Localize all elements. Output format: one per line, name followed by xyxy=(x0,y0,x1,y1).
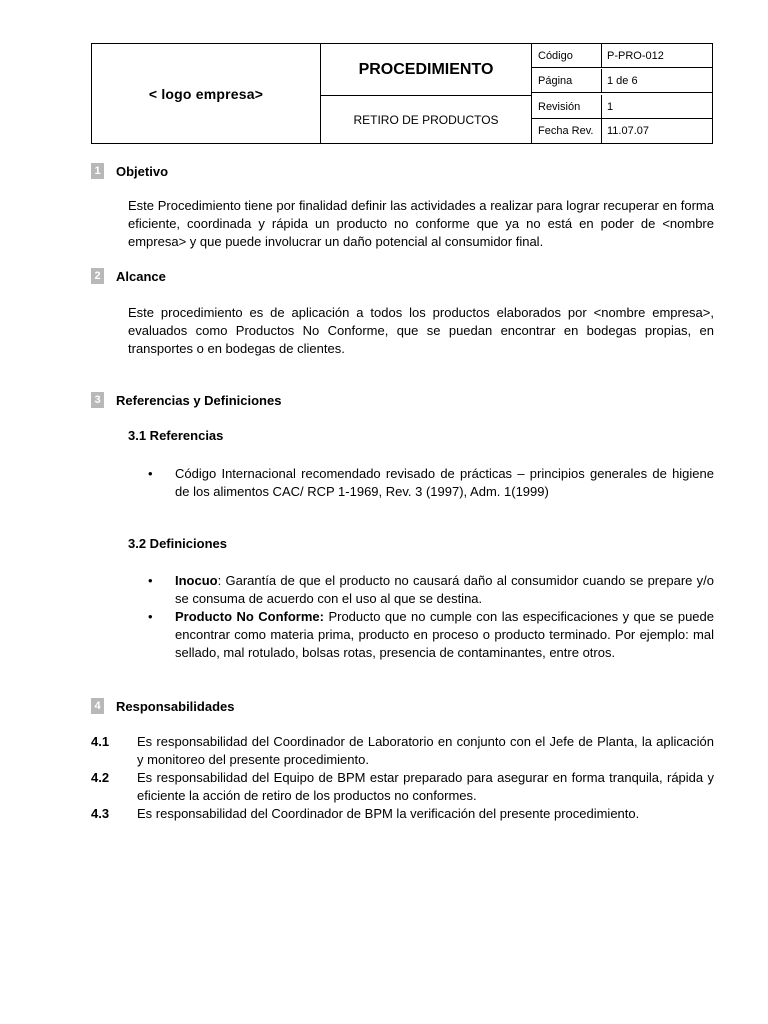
section-title: Referencias y Definiciones xyxy=(116,392,282,408)
list-item xyxy=(148,572,714,608)
meta-row-pagina xyxy=(532,69,712,93)
section-number: 2 xyxy=(91,268,104,284)
item-number: 4.1 xyxy=(91,734,110,749)
section-number: 3 xyxy=(91,392,104,408)
bullet-icon: • xyxy=(148,609,153,624)
list-item xyxy=(91,769,714,805)
document-subtitle: RETIRO DE PRODUCTOS xyxy=(321,96,532,143)
definition-text: Producto que no cumple con las especificaciones y que se puede encontrar como materia prima, producto en proceso o producto terminado. Por ejemplo: mal sellado, mal rotulado, bolsas rotas, presencia de contaminantes, entre otros. xyxy=(175,609,715,660)
logo-placeholder: < logo empresa> xyxy=(92,44,321,143)
list-item xyxy=(148,465,714,501)
meta-value: 11.07.07 xyxy=(607,125,650,137)
meta-row-codigo xyxy=(532,44,712,68)
section-heading-alcance xyxy=(91,268,166,284)
list-item xyxy=(91,805,714,823)
definition-term: Producto No Conforme: xyxy=(175,609,324,624)
item-number: 4.2 xyxy=(91,770,110,785)
item-text: Es responsabilidad del Equipo de BPM estar preparado para asegurar en forma tranquila, rápida y eficiente la acción de retiro de los productos no conformes. xyxy=(137,770,714,803)
meta-row-fecha xyxy=(532,119,712,143)
item-text: Es responsabilidad del Coordinador de Laboratorio en conjunto con el Jefe de Planta, la aplicación y monitoreo del presente procedimiento. xyxy=(137,734,714,767)
list-item xyxy=(91,733,714,769)
section-title: Alcance xyxy=(116,268,166,284)
item-text: Es responsabilidad del Coordinador de BPM la verificación del presente procedimiento. xyxy=(137,806,640,821)
subsection-referencias: 3.1 Referencias xyxy=(128,428,224,443)
header-meta xyxy=(532,44,712,143)
document-type-title: PROCEDIMIENTO xyxy=(321,44,532,96)
section-heading-referencias xyxy=(91,392,281,408)
section-number: 1 xyxy=(91,163,104,179)
definitions-list xyxy=(148,572,714,662)
section-title: Objetivo xyxy=(116,163,169,179)
header-table xyxy=(91,43,713,144)
subsection-definiciones: 3.2 Definiciones xyxy=(128,536,227,551)
list-item xyxy=(148,608,714,662)
section-number: 4 xyxy=(91,698,104,714)
section-heading-objetivo xyxy=(91,163,168,179)
objetivo-paragraph: Este Procedimiento tiene por finalidad definir las actividades a realizar para lograr recuperar en forma eficiente, coordinada y rápida un producto no conforme que ya no está en poder de <nombre empresa> y que puede involucrar un daño potencial al consumidor final. xyxy=(128,198,714,249)
meta-key: Revisión xyxy=(532,95,602,118)
meta-key: Página xyxy=(532,69,602,92)
item-number: 4.3 xyxy=(91,806,110,821)
section-title: Responsabilidades xyxy=(116,698,235,714)
section-heading-responsabilidades xyxy=(91,698,234,714)
reference-text: Código Internacional recomendado revisado de prácticas – principios generales de higiene de los alimentos CAC/ RCP 1-1969, Rev. 3 (1997), Adm. 1(1999) xyxy=(175,466,714,499)
alcance-paragraph: Este procedimiento es de aplicación a todos los productos elaborados por <nombre empresa>, evaluados como Productos No Conforme, que se puedan encontrar en bodegas propias, en transportes o en bodegas de clientes. xyxy=(128,305,714,356)
responsibilities-list xyxy=(91,733,714,823)
references-list xyxy=(148,465,714,501)
meta-key: Fecha Rev. xyxy=(532,119,602,143)
meta-value: P-PRO-012 xyxy=(607,49,664,62)
definition-text: : Garantía de que el producto no causará daño al consumidor cuando se prepare y/o se consuma de acuerdo con el uso al que se destina. xyxy=(175,573,714,606)
bullet-icon: • xyxy=(148,573,153,588)
meta-row-revision xyxy=(532,95,712,119)
meta-key: Código xyxy=(532,44,602,67)
meta-value: 1 xyxy=(607,100,614,113)
bullet-icon: • xyxy=(148,466,153,481)
meta-value: 1 de 6 xyxy=(607,74,638,87)
definition-term: Inocuo xyxy=(175,573,218,588)
